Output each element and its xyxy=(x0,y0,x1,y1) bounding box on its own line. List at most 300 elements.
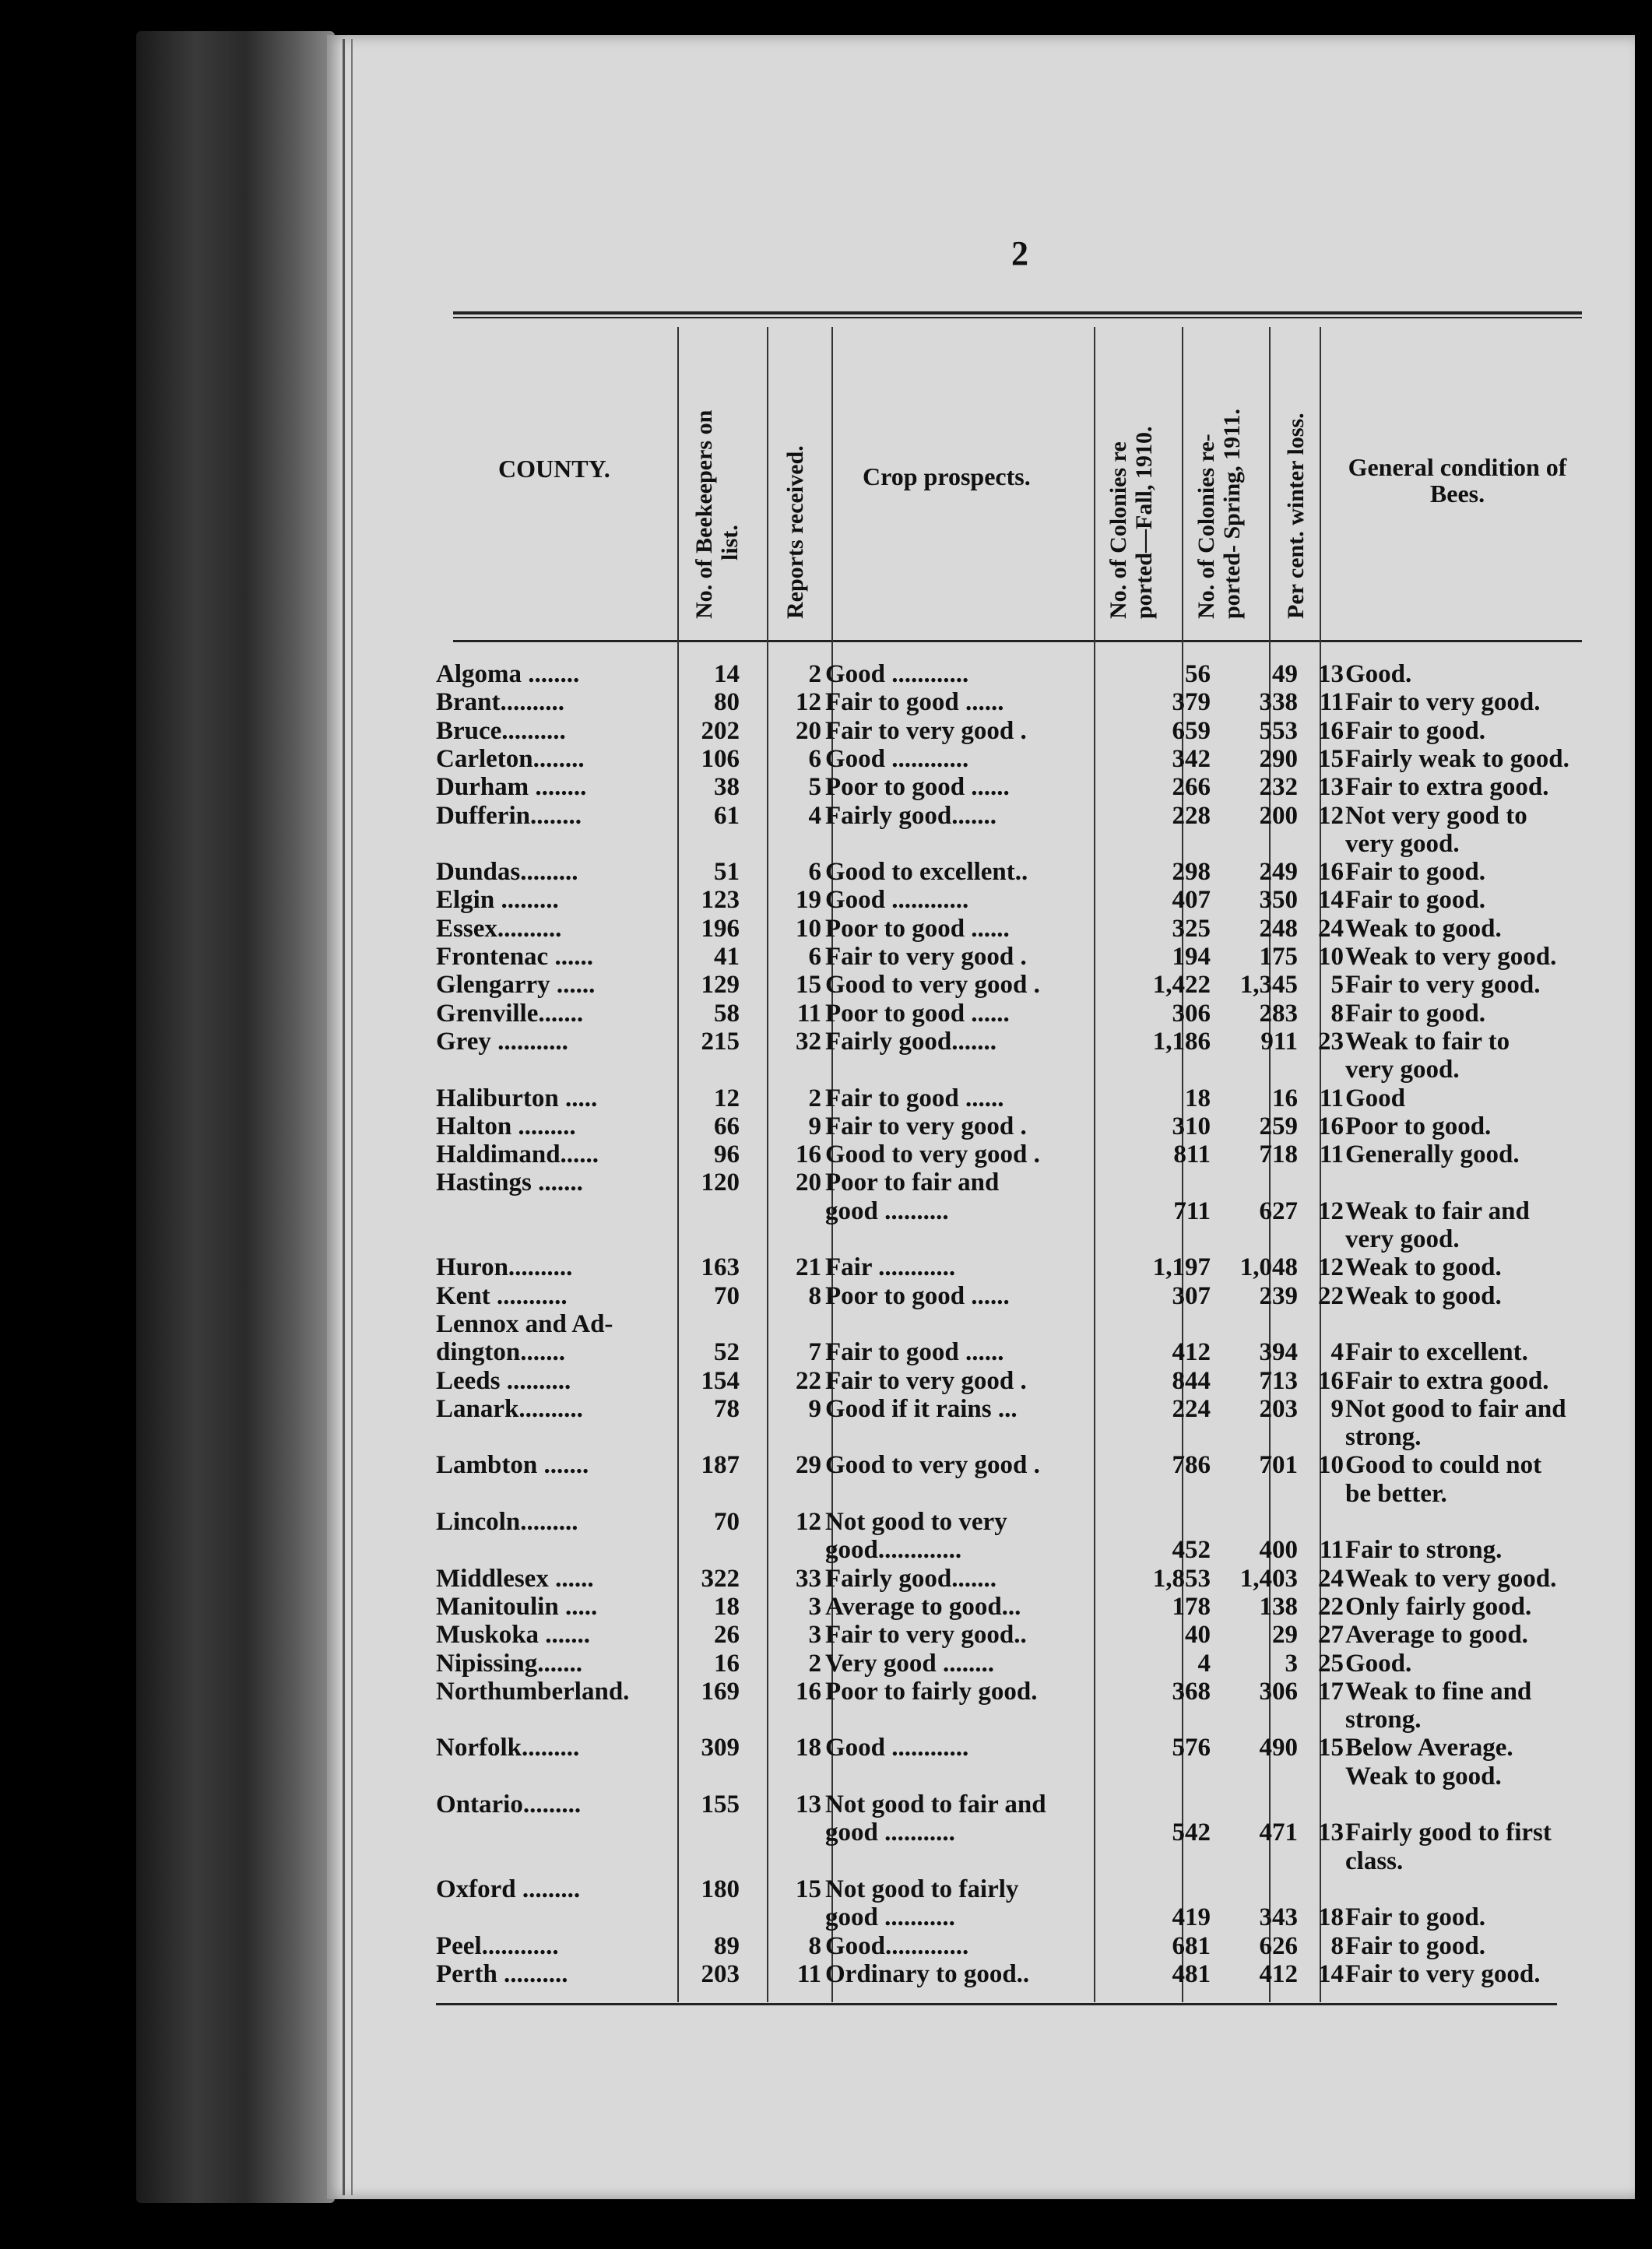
crop-prospects-cell: Poor to good ...... xyxy=(825,914,1010,943)
colonies-spring-cell: 138 xyxy=(1259,1592,1298,1621)
beekeepers-cell: 180 xyxy=(701,1875,740,1903)
county-cell: Haldimand...... xyxy=(436,1140,599,1169)
condition-cell: Fair to good. xyxy=(1345,886,1485,915)
county-cell: Lennox and Ad- xyxy=(436,1309,613,1338)
table-row xyxy=(436,1847,1573,1875)
reports-cell: 9 xyxy=(808,1112,821,1140)
colonies-fall-cell: 542 xyxy=(1172,1819,1211,1847)
table-row xyxy=(436,717,1573,745)
condition-cell: very good. xyxy=(1345,1056,1460,1084)
condition-cell: Fair to good. xyxy=(1345,1931,1485,1960)
crop-prospects-cell: Not good to fairly xyxy=(825,1875,1019,1903)
condition-cell: Good. xyxy=(1345,660,1412,688)
reports-cell: 16 xyxy=(796,1677,821,1706)
colonies-spring-cell: 248 xyxy=(1259,914,1298,943)
colonies-spring-cell: 290 xyxy=(1259,744,1298,773)
condition-cell: very good. xyxy=(1345,829,1460,858)
colonies-fall-cell: 194 xyxy=(1172,943,1211,971)
crop-prospects-cell: Good to very good . xyxy=(825,1140,1040,1169)
table-row xyxy=(436,1960,1573,1988)
header-spring-line1: No. of Colonies re- xyxy=(1193,434,1219,619)
colonies-fall-cell: 1,853 xyxy=(1152,1564,1211,1593)
crop-prospects-cell: Good ............ xyxy=(825,660,969,688)
beekeepers-cell: 202 xyxy=(701,716,740,745)
winter-loss-cell: 10 xyxy=(1318,943,1344,971)
header-fall-line1: No. of Colonies re xyxy=(1105,441,1131,619)
colonies-fall-cell: 325 xyxy=(1172,914,1211,943)
reports-cell: 4 xyxy=(808,801,821,830)
header-condition: General condition of Bees. xyxy=(1348,453,1567,508)
condition-cell: Weak to good. xyxy=(1345,914,1502,943)
header-beekeepers-line1: No. of Beekeepers on xyxy=(691,409,717,619)
header-spring-line2: ported- Spring, 1911. xyxy=(1219,408,1245,619)
reports-cell: 16 xyxy=(796,1140,821,1169)
county-cell: Norfolk......... xyxy=(436,1734,580,1762)
crop-prospects-cell: Fair to good ...... xyxy=(825,688,1004,717)
crop-prospects-cell: Good ............ xyxy=(825,886,969,915)
crop-prospects-cell: good ........... xyxy=(825,1903,955,1932)
table-row xyxy=(436,1790,1573,1819)
reports-cell: 18 xyxy=(796,1734,821,1762)
table-row xyxy=(436,1168,1573,1197)
table-row xyxy=(436,688,1573,716)
header-loss: Per cent. winter loss. xyxy=(1283,413,1309,619)
reports-cell: 2 xyxy=(808,1649,821,1678)
beekeepers-cell: 12 xyxy=(714,1084,740,1112)
county-cell: Ontario......... xyxy=(436,1790,582,1819)
condition-cell: Fair to extra good. xyxy=(1345,773,1549,802)
crop-prospects-cell: Poor to fairly good. xyxy=(825,1677,1038,1706)
winter-loss-cell: 13 xyxy=(1318,773,1344,802)
county-cell: Peel............ xyxy=(436,1931,559,1960)
reports-cell: 33 xyxy=(796,1564,821,1593)
crop-prospects-cell: Fair to very good . xyxy=(825,716,1027,745)
header-beekeepers-line2: list. xyxy=(717,525,743,560)
crop-prospects-cell: Fair to very good.. xyxy=(825,1621,1027,1650)
colonies-fall-cell: 681 xyxy=(1172,1931,1211,1960)
county-cell: Nipissing....... xyxy=(436,1649,582,1678)
beekeepers-cell: 51 xyxy=(714,858,740,887)
county-cell: Grey ........... xyxy=(436,1027,568,1056)
colonies-fall-cell: 576 xyxy=(1172,1734,1211,1762)
colonies-spring-cell: 627 xyxy=(1259,1197,1298,1225)
condition-cell: Not good to fair and xyxy=(1345,1394,1566,1423)
reports-cell: 19 xyxy=(796,886,821,915)
winter-loss-cell: 11 xyxy=(1319,1536,1344,1565)
winter-loss-cell: 15 xyxy=(1318,744,1344,773)
county-cell: Dufferin........ xyxy=(436,801,582,830)
table-row xyxy=(436,1819,1573,1847)
winter-loss-cell: 8 xyxy=(1330,999,1344,1028)
winter-loss-cell: 12 xyxy=(1318,801,1344,830)
county-cell: Essex.......... xyxy=(436,914,562,943)
colonies-spring-cell: 232 xyxy=(1259,773,1298,802)
colonies-fall-cell: 307 xyxy=(1172,1281,1211,1310)
colonies-fall-cell: 368 xyxy=(1172,1677,1211,1706)
colonies-fall-cell: 310 xyxy=(1172,1112,1211,1140)
county-cell: Kent ........... xyxy=(436,1281,568,1310)
condition-cell: Fair to good. xyxy=(1345,999,1485,1028)
crop-prospects-cell: Good to very good . xyxy=(825,971,1040,1000)
colonies-fall-cell: 844 xyxy=(1172,1366,1211,1395)
county-cell: Lambton ....... xyxy=(436,1451,589,1480)
beekeepers-cell: 123 xyxy=(701,886,740,915)
colonies-spring-cell: 1,345 xyxy=(1239,971,1298,1000)
table-row xyxy=(436,1140,1573,1168)
reports-cell: 21 xyxy=(796,1253,821,1282)
condition-cell: class. xyxy=(1345,1847,1404,1875)
table-row xyxy=(436,1338,1573,1366)
condition-cell: Good to could not xyxy=(1345,1451,1542,1480)
crop-prospects-cell: Fair to very good . xyxy=(825,1112,1027,1140)
colonies-spring-cell: 553 xyxy=(1259,716,1298,745)
colonies-fall-cell: 711 xyxy=(1173,1197,1211,1225)
beekeepers-cell: 38 xyxy=(714,773,740,802)
crop-prospects-cell: Not good to fair and xyxy=(825,1790,1046,1819)
colonies-spring-cell: 338 xyxy=(1259,688,1298,717)
crop-prospects-cell: Good to very good . xyxy=(825,1451,1040,1480)
colonies-spring-cell: 412 xyxy=(1259,1959,1298,1988)
reports-cell: 5 xyxy=(808,773,821,802)
table-row xyxy=(436,660,1573,688)
county-cell: dington....... xyxy=(436,1338,565,1367)
beekeepers-cell: 154 xyxy=(701,1366,740,1395)
reports-cell: 2 xyxy=(808,660,821,688)
reports-cell: 12 xyxy=(796,688,821,717)
colonies-fall-cell: 419 xyxy=(1172,1903,1211,1932)
beekeepers-cell: 14 xyxy=(714,660,740,688)
reports-cell: 3 xyxy=(808,1592,821,1621)
crop-prospects-cell: Good............. xyxy=(825,1931,969,1960)
winter-loss-cell: 12 xyxy=(1318,1253,1344,1282)
condition-cell: very good. xyxy=(1345,1225,1460,1253)
reports-cell: 7 xyxy=(808,1338,821,1367)
table-row xyxy=(436,1253,1573,1281)
condition-cell: Fairly good to first xyxy=(1345,1819,1552,1847)
condition-cell: Weak to fair to xyxy=(1345,1027,1510,1056)
table-row xyxy=(436,773,1573,801)
winter-loss-cell: 16 xyxy=(1318,1112,1344,1140)
beekeepers-cell: 163 xyxy=(701,1253,740,1282)
condition-cell: Not very good to xyxy=(1345,801,1527,830)
crop-prospects-cell: Good if it rains ... xyxy=(825,1394,1018,1423)
colonies-fall-cell: 1,197 xyxy=(1152,1253,1211,1282)
winter-loss-cell: 13 xyxy=(1318,660,1344,688)
crop-prospects-cell: Average to good... xyxy=(825,1592,1021,1621)
county-cell: Glengarry ...... xyxy=(436,971,596,1000)
winter-loss-cell: 22 xyxy=(1318,1592,1344,1621)
condition-cell: strong. xyxy=(1345,1423,1422,1452)
county-cell: Muskoka ....... xyxy=(436,1621,591,1650)
reports-cell: 22 xyxy=(796,1366,821,1395)
crop-prospects-cell: Ordinary to good.. xyxy=(825,1959,1030,1988)
table-row xyxy=(436,1932,1573,1960)
reports-cell: 6 xyxy=(808,858,821,887)
condition-cell: Below Average. xyxy=(1345,1734,1513,1762)
colonies-spring-cell: 29 xyxy=(1272,1621,1298,1650)
reports-cell: 11 xyxy=(796,1959,821,1988)
colonies-fall-cell: 452 xyxy=(1172,1536,1211,1565)
winter-loss-cell: 11 xyxy=(1319,1084,1344,1112)
table-row xyxy=(436,1903,1573,1931)
crop-prospects-cell: Fair to good ...... xyxy=(825,1084,1004,1112)
beekeepers-cell: 155 xyxy=(701,1790,740,1819)
table-row xyxy=(436,1508,1573,1536)
colonies-fall-cell: 811 xyxy=(1173,1140,1211,1169)
header-fall-line2: ported—Fall, 1910. xyxy=(1131,426,1157,619)
county-cell: Carleton........ xyxy=(436,744,585,773)
colonies-fall-cell: 266 xyxy=(1172,773,1211,802)
colonies-spring-cell: 911 xyxy=(1260,1027,1298,1056)
table-row xyxy=(436,1056,1573,1084)
county-cell: Northumberland. xyxy=(436,1677,630,1706)
colonies-fall-cell: 178 xyxy=(1172,1592,1211,1621)
condition-cell: Fair to good. xyxy=(1345,716,1485,745)
header-county: COUNTY. xyxy=(498,455,610,483)
condition-cell: Fairly weak to good. xyxy=(1345,744,1569,773)
reports-cell: 11 xyxy=(796,999,821,1028)
condition-cell: Poor to good. xyxy=(1345,1112,1492,1140)
crop-prospects-cell: Not good to very xyxy=(825,1508,1007,1536)
crop-prospects-cell: Poor to good ...... xyxy=(825,1281,1010,1310)
reports-cell: 8 xyxy=(808,1931,821,1960)
colonies-spring-cell: 471 xyxy=(1259,1819,1298,1847)
winter-loss-cell: 9 xyxy=(1330,1394,1344,1423)
table-row xyxy=(436,915,1573,943)
beekeepers-cell: 309 xyxy=(701,1734,740,1762)
reports-cell: 32 xyxy=(796,1027,821,1056)
winter-loss-cell: 8 xyxy=(1330,1931,1344,1960)
crop-prospects-cell: Fair to good ...... xyxy=(825,1338,1004,1367)
crop-prospects-cell: Good ............ xyxy=(825,744,969,773)
beekeepers-cell: 215 xyxy=(701,1027,740,1056)
table-row xyxy=(436,830,1573,858)
county-cell: Huron.......... xyxy=(436,1253,573,1282)
condition-cell: be better. xyxy=(1345,1479,1447,1508)
beekeepers-cell: 41 xyxy=(714,943,740,971)
spine-margin xyxy=(343,39,353,2195)
beekeepers-cell: 18 xyxy=(714,1592,740,1621)
beekeepers-cell: 26 xyxy=(714,1621,740,1650)
county-cell: Perth .......... xyxy=(436,1959,568,1988)
condition-cell: Weak to good. xyxy=(1345,1762,1502,1790)
crop-prospects-cell: Fairly good....... xyxy=(825,1564,996,1593)
crop-prospects-cell: Good to excellent.. xyxy=(825,858,1028,887)
beekeepers-cell: 96 xyxy=(714,1140,740,1169)
reports-cell: 20 xyxy=(796,716,821,745)
table-row xyxy=(436,943,1573,971)
colonies-spring-cell: 626 xyxy=(1259,1931,1298,1960)
table-row xyxy=(436,1536,1573,1564)
colonies-fall-cell: 412 xyxy=(1172,1338,1211,1367)
county-cell: Oxford ......... xyxy=(436,1875,581,1903)
colonies-spring-cell: 249 xyxy=(1259,858,1298,887)
colonies-fall-cell: 407 xyxy=(1172,886,1211,915)
table-row xyxy=(436,1197,1573,1225)
table-row xyxy=(436,802,1573,830)
colonies-fall-cell: 786 xyxy=(1172,1451,1211,1480)
table-row xyxy=(436,1480,1573,1508)
colonies-spring-cell: 713 xyxy=(1259,1366,1298,1395)
table-row xyxy=(436,1000,1573,1028)
colonies-spring-cell: 1,403 xyxy=(1239,1564,1298,1593)
winter-loss-cell: 14 xyxy=(1318,1959,1344,1988)
beekeepers-cell: 196 xyxy=(701,914,740,943)
crop-prospects-cell: Fairly good....... xyxy=(825,1027,996,1056)
winter-loss-cell: 14 xyxy=(1318,886,1344,915)
colonies-spring-cell: 259 xyxy=(1259,1112,1298,1140)
winter-loss-cell: 16 xyxy=(1318,858,1344,887)
county-cell: Lanark.......... xyxy=(436,1394,583,1423)
reports-cell: 12 xyxy=(796,1508,821,1536)
winter-loss-cell: 5 xyxy=(1330,971,1344,1000)
condition-cell: strong. xyxy=(1345,1706,1422,1734)
county-cell: Brant.......... xyxy=(436,688,564,717)
book-page-edges xyxy=(136,31,335,2203)
header-crop: Crop prospects. xyxy=(863,462,1031,490)
beekeepers-cell: 89 xyxy=(714,1931,740,1960)
beekeepers-cell: 66 xyxy=(714,1112,740,1140)
reports-cell: 3 xyxy=(808,1621,821,1650)
winter-loss-cell: 27 xyxy=(1318,1621,1344,1650)
crop-prospects-cell: Poor to good ...... xyxy=(825,999,1010,1028)
county-cell: Manitoulin ..... xyxy=(436,1592,598,1621)
condition-cell: Fair to good. xyxy=(1345,858,1485,887)
county-cell: Durham ........ xyxy=(436,773,587,802)
colonies-spring-cell: 343 xyxy=(1259,1903,1298,1932)
condition-cell: Good xyxy=(1345,1084,1406,1112)
condition-cell: Weak to fair and xyxy=(1345,1197,1530,1225)
crop-prospects-cell: Good ............ xyxy=(825,1734,969,1762)
colonies-fall-cell: 298 xyxy=(1172,858,1211,887)
county-cell: Grenville....... xyxy=(436,999,584,1028)
crop-prospects-cell: good .......... xyxy=(825,1197,949,1225)
table-row xyxy=(436,1650,1573,1678)
beekeepers-cell: 106 xyxy=(701,744,740,773)
colonies-fall-cell: 56 xyxy=(1185,660,1211,688)
crop-prospects-cell: good............. xyxy=(825,1536,962,1565)
table-row xyxy=(436,1734,1573,1762)
colonies-spring-cell: 200 xyxy=(1259,801,1298,830)
colonies-fall-cell: 1,186 xyxy=(1152,1027,1211,1056)
beekeepers-cell: 16 xyxy=(714,1649,740,1678)
beekeepers-cell: 169 xyxy=(701,1677,740,1706)
page-number: 2 xyxy=(1011,234,1028,272)
table-row xyxy=(436,1084,1573,1112)
condition-cell: Weak to very good. xyxy=(1345,1564,1557,1593)
reports-cell: 29 xyxy=(796,1451,821,1480)
winter-loss-cell: 16 xyxy=(1318,1366,1344,1395)
table-top-rule xyxy=(453,311,1582,318)
colonies-spring-cell: 49 xyxy=(1272,660,1298,688)
beekeepers-cell: 322 xyxy=(701,1564,740,1593)
table-row xyxy=(436,1367,1573,1395)
reports-cell: 9 xyxy=(808,1394,821,1423)
condition-cell: Fair to very good. xyxy=(1345,971,1541,1000)
winter-loss-cell: 12 xyxy=(1318,1197,1344,1225)
county-cell: Middlesex ...... xyxy=(436,1564,594,1593)
colonies-fall-cell: 228 xyxy=(1172,801,1211,830)
colonies-spring-cell: 3 xyxy=(1285,1649,1298,1678)
condition-cell: Fair to strong. xyxy=(1345,1536,1503,1565)
condition-cell: Fair to very good. xyxy=(1345,688,1541,717)
table-row xyxy=(436,745,1573,773)
colonies-spring-cell: 350 xyxy=(1259,886,1298,915)
table-row xyxy=(436,1282,1573,1310)
reports-cell: 8 xyxy=(808,1281,821,1310)
table-row xyxy=(436,1593,1573,1621)
colonies-fall-cell: 379 xyxy=(1172,688,1211,717)
winter-loss-cell: 16 xyxy=(1318,716,1344,745)
beekeepers-cell: 120 xyxy=(701,1168,740,1197)
winter-loss-cell: 15 xyxy=(1318,1734,1344,1762)
colonies-spring-cell: 701 xyxy=(1259,1451,1298,1480)
condition-cell: Fair to excellent. xyxy=(1345,1338,1528,1367)
condition-cell: Weak to very good. xyxy=(1345,943,1557,971)
colonies-fall-cell: 481 xyxy=(1172,1959,1211,1988)
table-row xyxy=(436,1028,1573,1056)
winter-loss-cell: 18 xyxy=(1318,1903,1344,1932)
colonies-fall-cell: 659 xyxy=(1172,716,1211,745)
beekeepers-cell: 70 xyxy=(714,1508,740,1536)
county-cell: Frontenac ...... xyxy=(436,943,593,971)
colonies-spring-cell: 306 xyxy=(1259,1677,1298,1706)
crop-prospects-cell: Fair to very good . xyxy=(825,943,1027,971)
colonies-spring-cell: 203 xyxy=(1259,1394,1298,1423)
winter-loss-cell: 23 xyxy=(1318,1027,1344,1056)
condition-cell: Weak to good. xyxy=(1345,1253,1502,1282)
colonies-spring-cell: 490 xyxy=(1259,1734,1298,1762)
county-cell: Halton ......... xyxy=(436,1112,576,1140)
colonies-spring-cell: 283 xyxy=(1259,999,1298,1028)
winter-loss-cell: 22 xyxy=(1318,1281,1344,1310)
colonies-spring-cell: 718 xyxy=(1259,1140,1298,1169)
colonies-spring-cell: 400 xyxy=(1259,1536,1298,1565)
table-row xyxy=(436,1875,1573,1903)
beekeepers-cell: 61 xyxy=(714,801,740,830)
county-cell: Algoma ........ xyxy=(436,660,580,688)
colonies-fall-cell: 306 xyxy=(1172,999,1211,1028)
table-row xyxy=(436,858,1573,886)
condition-cell: Fair to extra good. xyxy=(1345,1366,1549,1395)
colonies-fall-cell: 18 xyxy=(1185,1084,1211,1112)
table-row xyxy=(436,1621,1573,1649)
colonies-spring-cell: 16 xyxy=(1272,1084,1298,1112)
reports-cell: 13 xyxy=(796,1790,821,1819)
condition-cell: Weak to fine and xyxy=(1345,1677,1532,1706)
beekeepers-cell: 58 xyxy=(714,999,740,1028)
table-row xyxy=(436,1678,1573,1706)
reports-cell: 15 xyxy=(796,1875,821,1903)
winter-loss-cell: 25 xyxy=(1318,1649,1344,1678)
condition-cell: Fair to good. xyxy=(1345,1903,1485,1932)
crop-prospects-cell: Very good ........ xyxy=(825,1649,994,1678)
condition-cell: Good. xyxy=(1345,1649,1412,1678)
winter-loss-cell: 24 xyxy=(1318,914,1344,943)
table-row xyxy=(436,1565,1573,1593)
winter-loss-cell: 11 xyxy=(1319,1140,1344,1169)
beekeepers-cell: 129 xyxy=(701,971,740,1000)
winter-loss-cell: 10 xyxy=(1318,1451,1344,1480)
winter-loss-cell: 11 xyxy=(1319,688,1344,717)
beekeepers-cell: 203 xyxy=(701,1959,740,1988)
table-bottom-rule xyxy=(436,2003,1557,2005)
colonies-spring-cell: 239 xyxy=(1259,1281,1298,1310)
reports-cell: 6 xyxy=(808,943,821,971)
county-cell: Bruce.......... xyxy=(436,716,566,745)
colonies-fall-cell: 224 xyxy=(1172,1394,1211,1423)
table-row xyxy=(436,1706,1573,1734)
